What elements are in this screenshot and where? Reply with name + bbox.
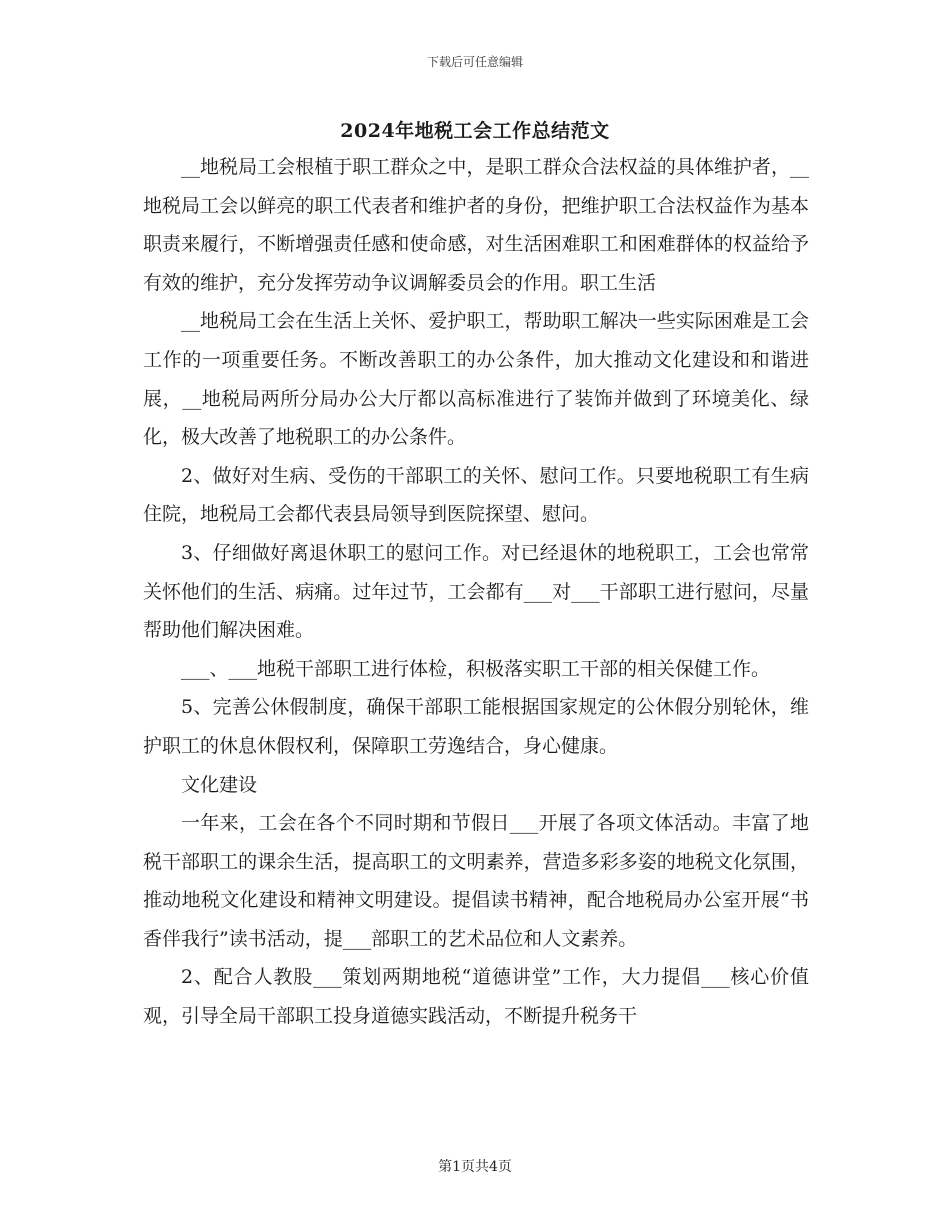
paragraph: 一年来，工会在各个不同时期和节假日___开展了各项文体活动。丰富了地税干部职工的课余生活，提高职工的文明素养，营造多彩多姿的地税文化氛围，推动地税文化建设和精神文明建设。提倡读书精神，配合地税局办公室开展“书香伴我行”读书活动，提___部职工的艺术品位和人文素养。 <box>143 812 809 950</box>
paragraph: ___、___地税干部职工进行体检，积极落实职工干部的相关保健工作。 <box>181 657 771 680</box>
paragraph: __地税局工会根植于职工群众之中，是职工群众合法权益的具体维护者，__地税局工会以鲜亮的职工代表者和维护者的身份，把维护职工合法权益作为基本职责来履行，不断增强责任感和使命感，对生活困难职工和困难群体的权益给予有效的维护，充分发挥劳动争议调解委员会的作用。职工生活 <box>143 156 809 294</box>
paragraph: 5、完善公休假制度，确保干部职工能根据国家规定的公休假分别轮休，维护职工的休息休假权利，保障职工劳逸结合，身心健康。 <box>143 696 809 757</box>
paragraph: __地税局工会在生活上关怀、爱护职工，帮助职工解决一些实际困难是工会工作的一项重要任务。不断改善职工的办公条件，加大推动文化建设和和谐进展，__地税局两所分局办公大厅都以高标准进行了装饰并做到了环境美化、绿化，极大改善了地税职工的办公条件。 <box>143 310 809 449</box>
paragraph: 3、仔细做好离退休职工的慰问工作。对已经退休的地税职工，工会也常常关怀他们的生活、病痛。过年过节，工会都有___对___干部职工进行慰问，尽量帮助他们解决困难。 <box>143 541 809 642</box>
section-heading: 文化建设 <box>181 773 258 796</box>
page-footer: 第1页共4页 <box>438 1159 512 1175</box>
page-header-note: 下载后可任意编辑 <box>426 55 523 69</box>
paragraph: 2、配合人教股___策划两期地税“道德讲堂”工作，大力提倡___核心价值观，引导全局干部职工投身道德实践活动，不断提升税务干 <box>143 966 809 1028</box>
document-title: 2024年地税工会工作总结范文 <box>340 120 610 142</box>
document-body <box>143 148 809 1036</box>
paragraph: 2、做好对生病、受伤的干部职工的关怀、慰问工作。只要地税职工有生病住院，地税局工会都代表县局领导到医院探望、慰问。 <box>143 464 809 526</box>
